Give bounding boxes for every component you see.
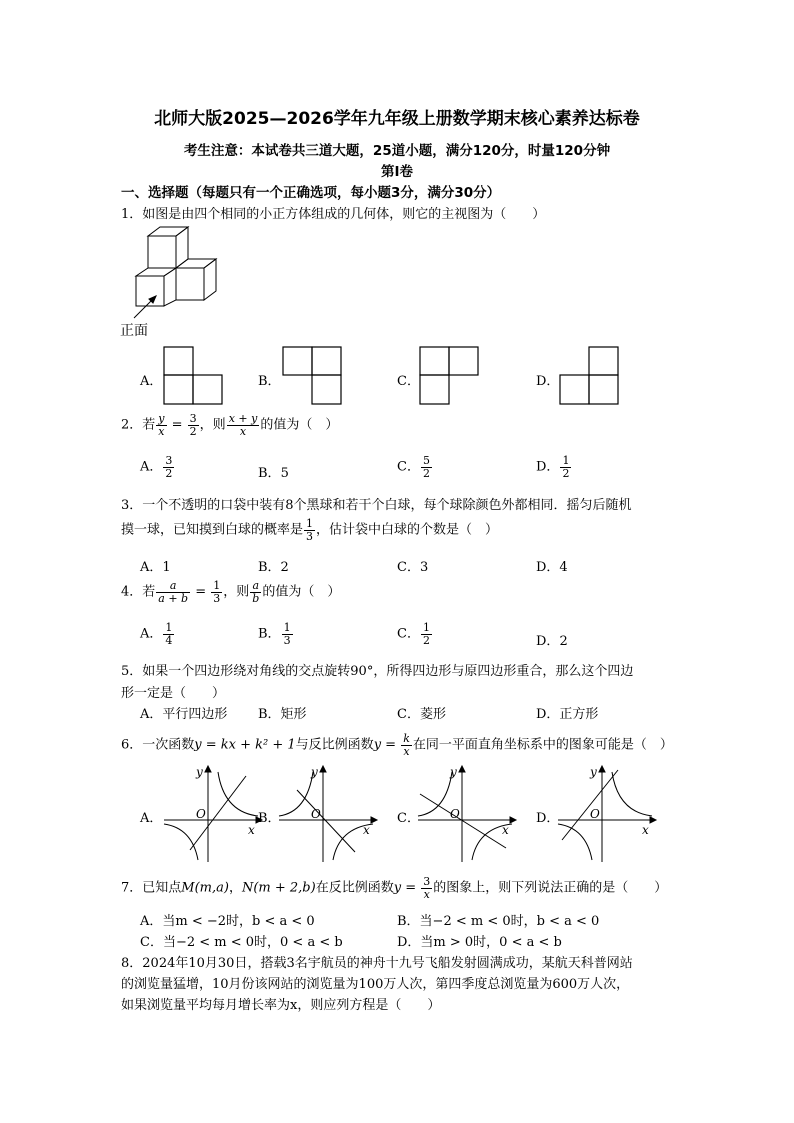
front-label: 正面 (120, 323, 148, 339)
q6b-origin-label: O (311, 807, 321, 821)
q2-opt-c-den: 2 (422, 466, 430, 480)
q4-option-d[interactable] (536, 630, 568, 649)
q2-opt-d-frac (560, 455, 571, 479)
q1-option-c-label[interactable]: C． (397, 374, 420, 389)
q2-opt-b-label: B． (258, 466, 281, 481)
question-2-stem (121, 413, 338, 437)
q4-opt-b-frac (282, 622, 293, 646)
q4-option-c[interactable] (397, 622, 433, 646)
q4-fraction-3 (250, 580, 261, 604)
q4-fraction-1 (156, 580, 190, 604)
volume-label: 第Ⅰ卷 (380, 164, 414, 180)
q6-linear-expr: y = kx + k² + 1 (194, 737, 296, 753)
q6-option-d-graph[interactable] (554, 764, 658, 864)
q6c-origin-label: O (450, 807, 460, 821)
q6-inverse-expr: y = (373, 737, 401, 753)
q2-option-d[interactable] (536, 455, 572, 479)
q3-line2-pre: 摸一球，已知摸到白球的概率是 (121, 522, 304, 538)
q5-option-d[interactable]: D．正方形 (536, 707, 599, 722)
q4-f2-num: 1 (213, 579, 221, 592)
q6a-y-axis-label: y (196, 765, 203, 779)
q6-option-a-graph[interactable] (160, 764, 264, 864)
q5-option-c[interactable]: C．菱形 (397, 707, 446, 722)
q3-option-c[interactable]: C．3 (397, 560, 429, 575)
q6c-x-axis-label: x (502, 823, 509, 837)
q2-opt-c-frac (421, 455, 432, 479)
q2-stem-pre: 2．若 (121, 417, 156, 433)
question-7-stem (121, 876, 667, 900)
q4-f1-num: a (156, 580, 190, 593)
q2-equals: = (167, 417, 187, 433)
q2-opt-a-label: A． (140, 459, 163, 475)
q6-option-b-label[interactable]: B． (258, 811, 281, 826)
q6-option-d-label[interactable]: D． (536, 811, 560, 826)
q6c-y-axis-label: y (450, 765, 457, 779)
question-5-line2: 形一定是（ ） (121, 686, 226, 701)
q2-fraction-1 (156, 413, 166, 437)
q2-option-b[interactable] (258, 462, 289, 481)
question-4-stem (121, 580, 340, 604)
q3-option-d[interactable]: D．4 (536, 560, 568, 575)
q6b-x-axis-label: x (363, 823, 370, 837)
q4-opt-a-frac (163, 622, 174, 646)
q4-opt-a-num: 1 (165, 621, 173, 634)
q2-f3-den: x (239, 424, 247, 438)
q1-option-c-view[interactable] (419, 346, 481, 406)
q4-opt-d-value: 2 (559, 634, 568, 649)
q5-option-a[interactable]: A．平行四边形 (140, 707, 228, 722)
q6-option-a-label[interactable]: A． (140, 811, 163, 826)
q7-frac-den: x (423, 887, 430, 901)
q6-stem-pre: 6．一次函数 (121, 737, 195, 753)
q6d-origin-label: O (590, 807, 600, 821)
q3-fraction (304, 518, 315, 542)
q7-fraction (421, 876, 432, 900)
q7-point-m: M(m,a) (181, 880, 229, 896)
q4-opt-a-den: 4 (165, 633, 173, 647)
q5-option-b[interactable]: B．矩形 (258, 707, 307, 722)
question-8-line1: 8．2024年10月30日，搭载3名宇航员的神舟十九号飞船发射圆满成功，某航天科普网站 (121, 956, 633, 971)
q6-option-c-label[interactable]: C． (397, 811, 420, 826)
q2-opt-c-num: 5 (422, 454, 430, 467)
q3-line2-post: ，估计袋中白球的个数是（ ） (316, 522, 499, 538)
q7-frac-num: 3 (423, 875, 431, 888)
q2-opt-d-label: D． (536, 459, 560, 475)
q3-frac-num: 1 (306, 517, 314, 530)
q7-stem-post: 的图象上，则下列说法正确的是（ ） (433, 880, 668, 896)
q6d-x-axis-label: x (642, 823, 649, 837)
q4-f3-num: a (250, 580, 261, 593)
q4-opt-c-den: 2 (422, 633, 430, 647)
q2-stem-mid: ，则 (199, 417, 226, 433)
question-5-line1: 5．如果一个四边形绕对角线的交点旋转90°，所得四边形与原四边形重合，那么这个四边 (121, 664, 634, 679)
q4-opt-c-label: C． (397, 626, 420, 642)
q7-stem-mid: 在反比例函数 (315, 880, 394, 896)
q4-opt-d-label: D． (536, 634, 560, 649)
q6-option-c-graph[interactable] (414, 764, 518, 864)
q4-opt-c-num: 1 (422, 621, 430, 634)
q4-option-a[interactable] (140, 622, 175, 646)
q6b-y-axis-label: y (311, 765, 318, 779)
question-3-line1: 3．一个不透明的口袋中装有8个黑球和若干个白球，每个球除颜色外都相同．摇匀后随机 (121, 498, 632, 513)
q6-k-fraction (401, 733, 412, 757)
q4-f1-den: a + b (158, 591, 189, 605)
q2-option-a[interactable] (140, 455, 175, 479)
q1-option-b-label[interactable]: B． (258, 374, 281, 389)
q2-fraction-2 (188, 413, 199, 437)
q4-f2-den: 3 (213, 591, 221, 605)
q2-opt-a-num: 3 (165, 454, 173, 467)
q4-stem-pre: 4．若 (121, 584, 156, 600)
q6a-origin-label: O (196, 807, 206, 821)
q2-opt-d-num: 1 (562, 454, 570, 467)
section-heading: 一、选择题（每题只有一个正确选项，每小题3分，满分30分） (121, 185, 501, 201)
q2-fraction-3 (227, 413, 260, 437)
q1-option-a-label[interactable]: A． (140, 374, 163, 389)
q4-stem-post: 的值为（ ） (262, 584, 341, 600)
q2-opt-b-value: 5 (280, 466, 289, 481)
q4-opt-b-den: 3 (283, 633, 291, 647)
exam-notice: 考生注意：本试卷共三道大题，25道小题，满分120分，时量120分钟 (183, 143, 611, 159)
q3-option-a[interactable]: A．1 (140, 560, 171, 575)
q3-option-b[interactable]: B．2 (258, 560, 289, 575)
q7-option-d[interactable]: D．当m > 0时，0 < a < b (397, 935, 562, 950)
q6a-x-axis-label: x (248, 823, 255, 837)
q4-opt-b-num: 1 (283, 621, 291, 634)
q4-equals: = (191, 584, 211, 600)
q6-option-b-graph[interactable] (275, 764, 379, 864)
q2-opt-d-den: 2 (562, 466, 570, 480)
q2-f2-num: 3 (189, 412, 197, 425)
q7-inverse-expr: y = (393, 880, 421, 896)
q2-opt-a-frac (163, 455, 174, 479)
q6d-y-axis-label: y (590, 765, 597, 779)
q4-stem-mid: ，则 (223, 584, 250, 600)
q2-opt-c-label: C． (397, 459, 420, 475)
q7-separator: ， (228, 880, 242, 896)
q6-k-num: k (403, 732, 410, 745)
q1-option-b-view[interactable] (282, 346, 344, 406)
q4-opt-c-frac (421, 622, 432, 646)
q7-point-n: N(m + 2,b) (241, 880, 316, 896)
q6-stem-mid: 与反比例函数 (295, 737, 374, 753)
q2-opt-a-den: 2 (165, 466, 173, 480)
q2-stem-post: 的值为（ ） (260, 417, 339, 433)
question-6-stem (121, 733, 673, 757)
q1-option-d-label[interactable]: D． (536, 374, 560, 389)
q1-option-a-view[interactable] (163, 346, 225, 406)
q6-stem-post: 在同一平面直角坐标系中的图象可能是（ ） (412, 737, 673, 753)
q7-stem-pre: 7．已知点 (121, 880, 182, 896)
q2-f1-den: x (158, 424, 165, 438)
q4-fraction-2 (211, 580, 222, 604)
q1-option-d-view[interactable] (559, 346, 621, 406)
q7-option-a[interactable]: A．当m < −2时，b < a < 0 (140, 914, 315, 929)
q3-frac-den: 3 (306, 529, 314, 543)
question-8-line3: 如果浏览量平均每月增长率为x，则应列方程是（ ） (121, 998, 441, 1013)
q2-option-c[interactable] (397, 455, 433, 479)
q4-option-b[interactable] (258, 622, 294, 646)
question-1-stem: 1．如图是由四个相同的小正方体组成的几何体，则它的主视图为（ ） (121, 207, 546, 222)
q4-f3-den: b (252, 591, 260, 605)
question-3-line2 (121, 518, 498, 542)
q4-opt-b-label: B． (258, 626, 281, 642)
q4-opt-a-label: A． (140, 626, 163, 642)
q7-option-b[interactable]: B．当−2 < m < 0时，b < a < 0 (397, 914, 600, 929)
exam-title: 北师大版2025—2026学年九年级上册数学期末核心素养达标卷 (154, 109, 640, 129)
q2-f1-num: y (158, 412, 165, 425)
q2-f2-den: 2 (189, 424, 197, 438)
q7-option-c[interactable]: C．当−2 < m < 0时，0 < a < b (140, 935, 343, 950)
q2-f3-num: x + y (228, 412, 258, 425)
q6-k-den: x (403, 744, 410, 758)
question-8-line2: 的浏览量猛增，10月份该网站的浏览量为100万人次，第四季度总浏览量为600万人次， (121, 977, 630, 992)
